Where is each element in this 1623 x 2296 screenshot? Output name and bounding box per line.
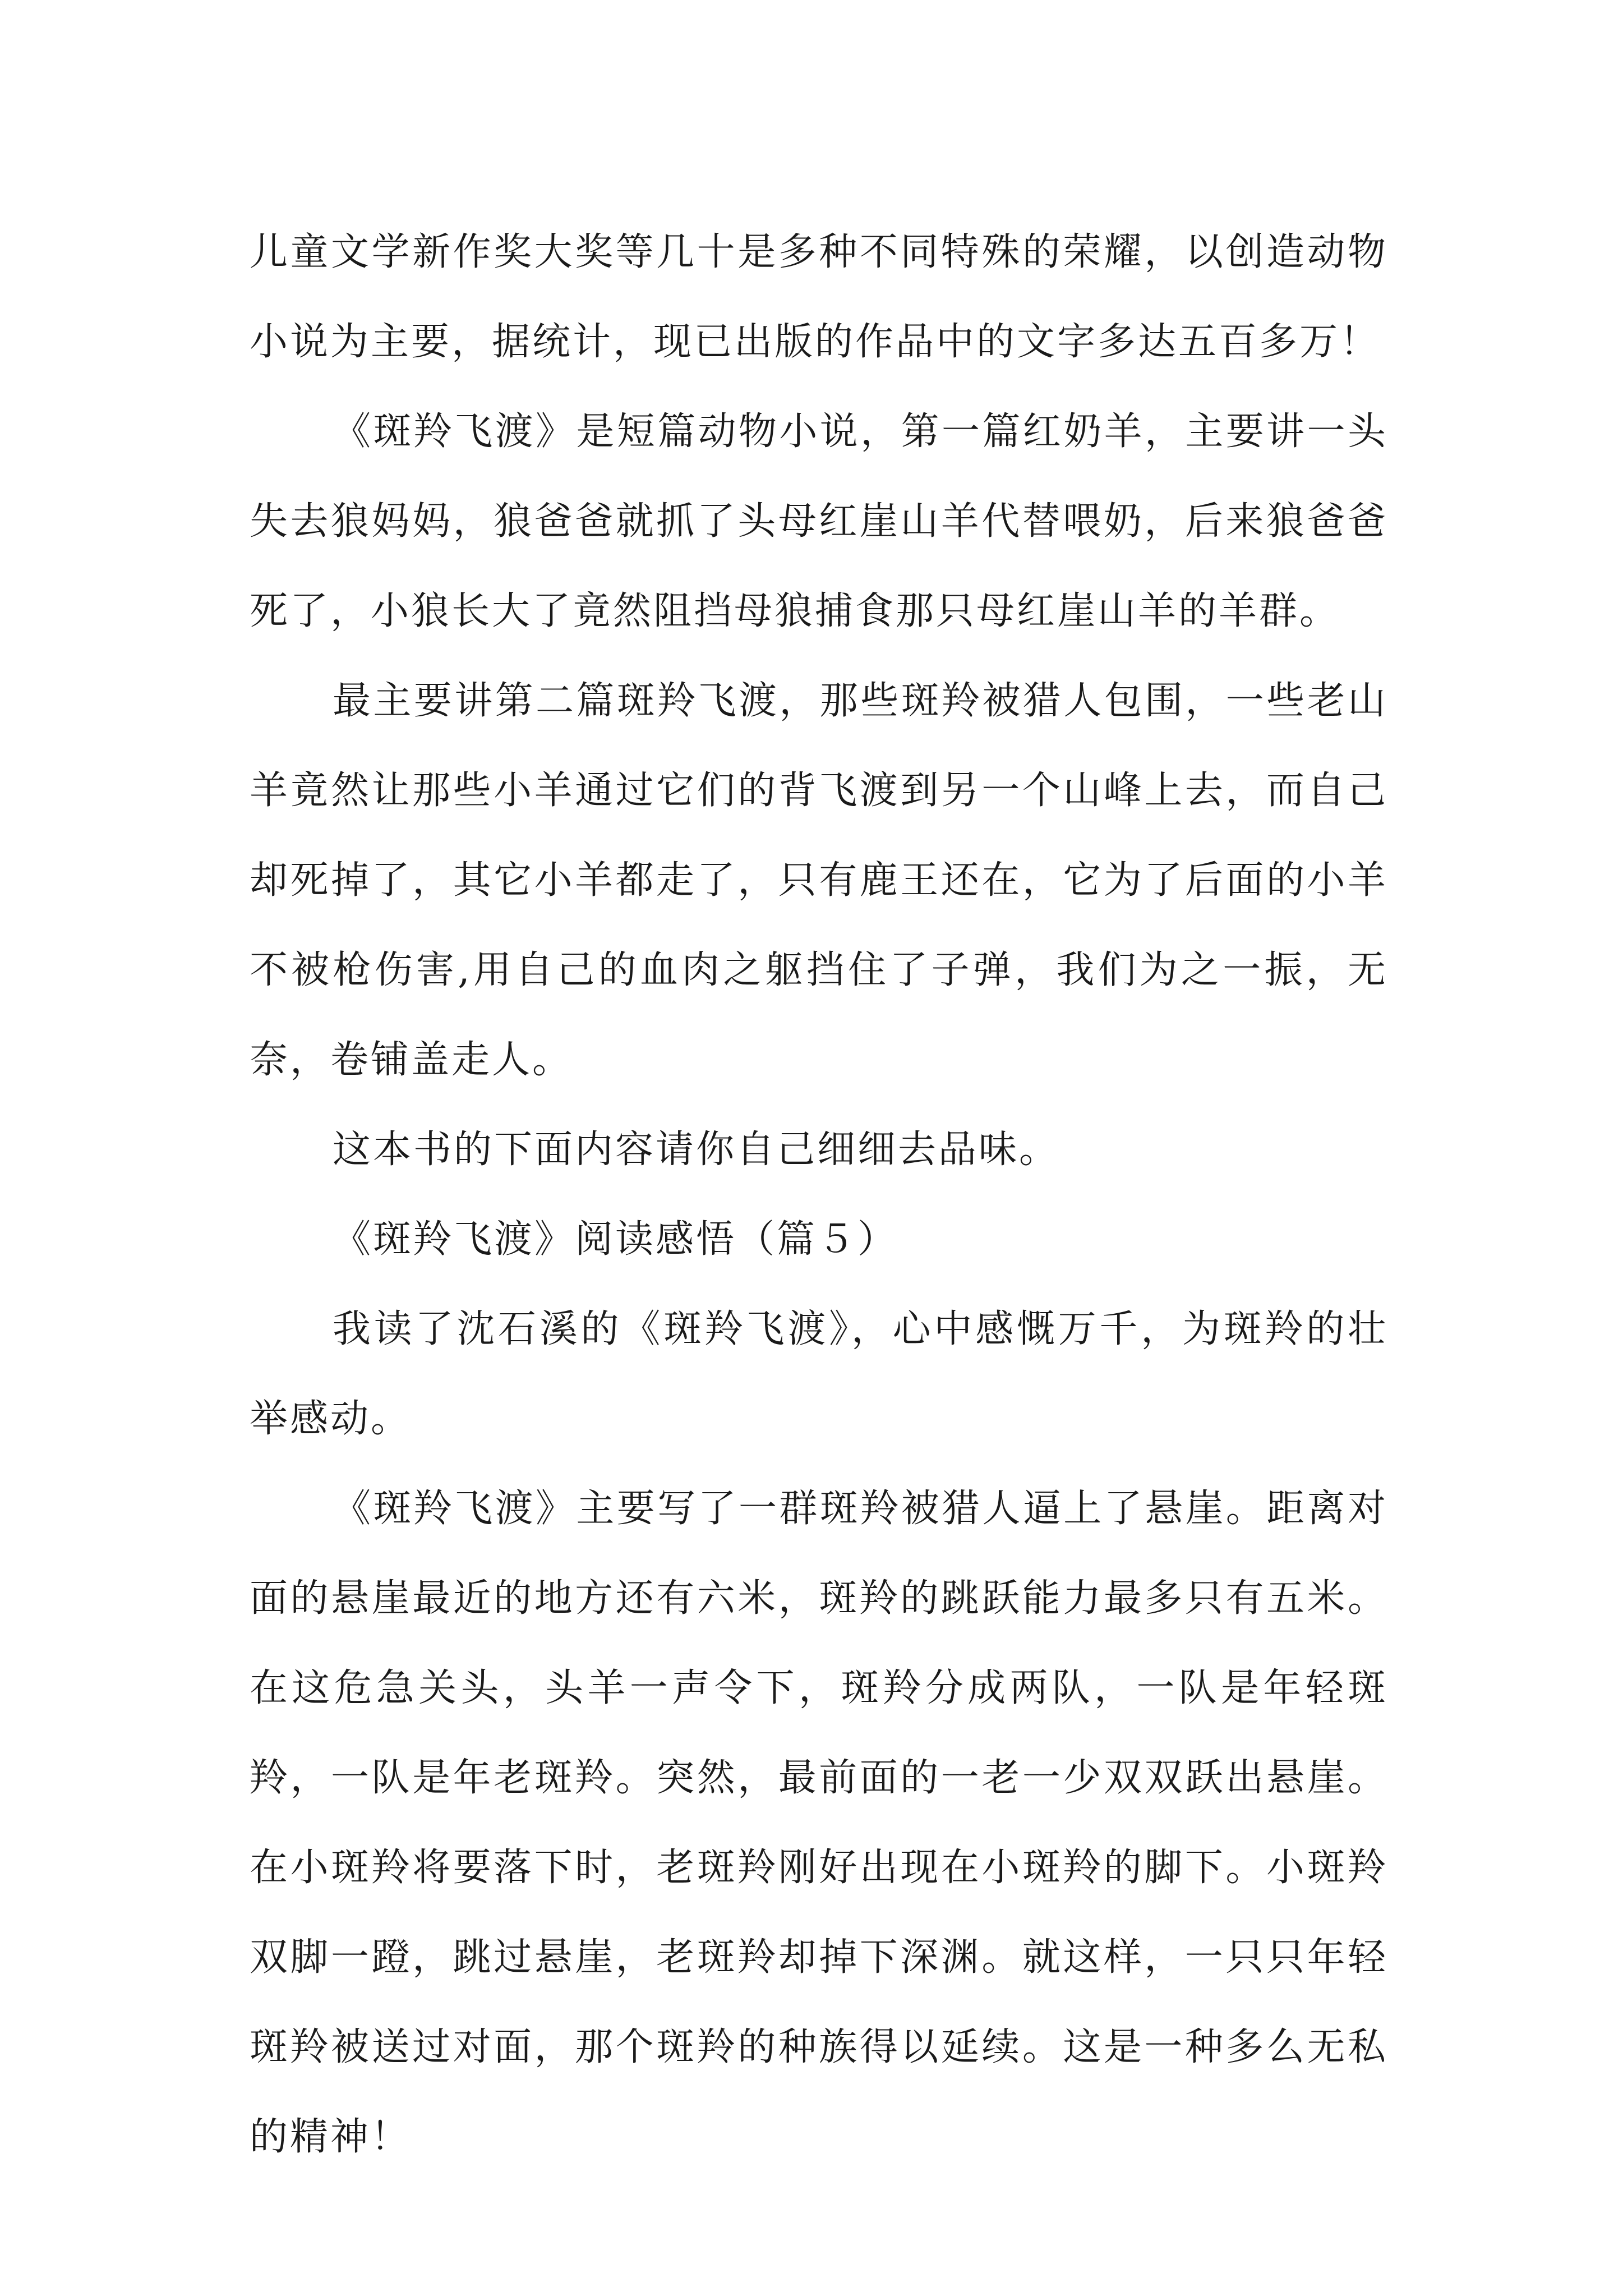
paragraph-invitation: 这本书的下面内容请你自己细细去品味。 [333,1128,1060,1172]
paragraph-summary-red-goat: 《斑羚飞渡》是短篇动物小说，第一篇红奶羊，主要讲一头失去狼妈妈，狼爸爸就抓了头母红崖山羊代替喂奶，后来狼爸爸死了，小狼长大了竟然阻挡母狼捕食那只母红崖山羊的羊群。 [250,409,1388,633]
paragraph-reflection-opening: 我读了沈石溪的《斑羚飞渡》，心中感慨万千，为斑羚的壮举感动。 [250,1307,1388,1441]
text-column [250,208,1388,2182]
section-heading: 《斑羚飞渡》阅读感悟（篇５） [333,1217,898,1262]
paragraph-intro-continued: 儿童文学新作奖大奖等几十是多种不同特殊的荣耀，以创造动物小说为主要，据统计，现已出版的作品中的文字多达五百多万！ [250,230,1388,364]
paragraph-story-summary: 《斑羚飞渡》主要写了一群斑羚被猎人逼上了悬崖。距离对面的悬崖最近的地方还有六米，斑羚的跳跃能力最多只有五米。在这危急关头，头羊一声令下，斑羚分成两队，一队是年轻斑羚，一队是年老斑羚。突然，最前面的一老一少双双跃出悬崖。在小斑羚将要落下时，老斑羚刚好出现在小斑羚的脚下。小斑羚双脚一蹬，跳过悬崖，老斑羚却掉下深渊。就这样，一只只年轻斑羚被送过对面，那个斑羚的种族得以延续。这是一种多么无私的精神！ [250,1487,1388,2159]
paragraph-summary-antelope-crossing: 最主要讲第二篇斑羚飞渡，那些斑羚被猎人包围，一些老山羊竟然让那些小羊通过它们的背飞渡到另一个山峰上去，而自己却死掉了，其它小羊都走了，只有鹿王还在，它为了后面的小羊不被枪伤害,用自己的血肉之躯挡住了子弹，我们为之一振，无奈，卷铺盖走人。 [250,679,1388,1082]
